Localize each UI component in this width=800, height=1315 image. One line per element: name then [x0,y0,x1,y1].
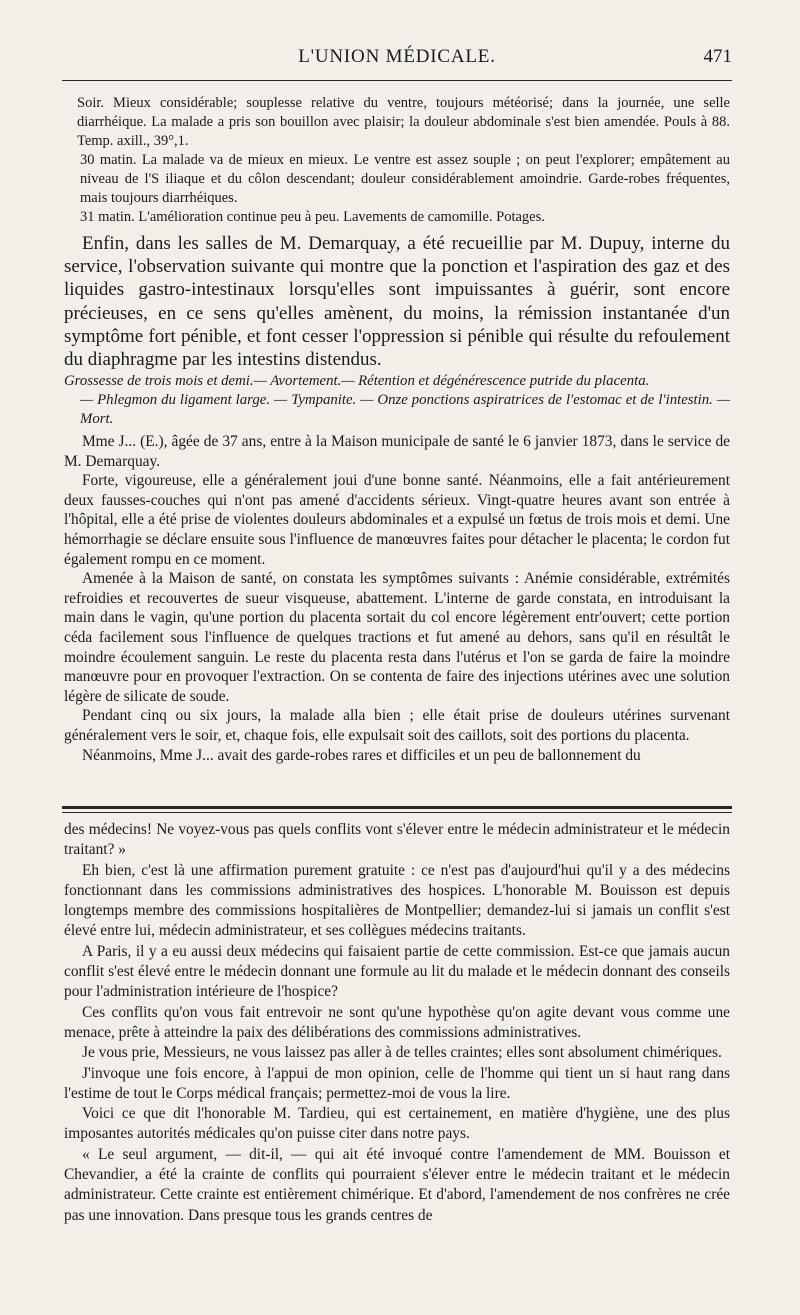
case-title [64,372,730,429]
intro-paragraph [64,232,730,371]
case-paragraph: Amenée à la Maison de santé, on constata les symptômes suivants : Anémie considérable, extrémités refroidies et recouvertes de sueur visqueuse, abattement. L'interne de garde constata, en introduisant la main dans le vagin, qu'une portion du placenta sortait du col encore légèrement entr'ouvert; cette portion céda facilement sous l'influence de quelques tractions et fut amené au dehors, sans qu'il en résultât le moindre écoulement sanguin. Le reste du placenta resta dans l'utérus et l'on se garda de faire la moindre manœuvre pour en provoquer l'extraction. On se contenta de faire des injections utérines avec une solution légère de silicate de soude. [64,570,730,705]
case-title-line-2: — Phlegmon du ligament large. — Tympanite. — Onze ponctions aspiratrices de l'estomac et de l'intestin. — Mort. [80,392,730,427]
case-title-line-1: Grossesse de trois mois et demi.— Avortement.— Rétention et dégénérescence putride du placenta. [64,373,650,389]
observation-notes [77,94,730,227]
feuilleton-rule-top [62,806,732,809]
feuilleton-paragraph: J'invoque une fois encore, à l'appui de mon opinion, celle de l'homme qui tient un si haut rang dans l'estime de tout le Corps médical français; permettez-moi de vous la lire. [64,1064,730,1102]
feuilleton-paragraph: Voici ce que dit l'honorable M. Tardieu, qui est certainement, en matière d'hygiène, une des plus imposantes autorités médicales qu'on puisse citer dans notre pays. [64,1105,730,1143]
header-rule [62,80,732,81]
feuilleton [64,820,730,1226]
observation-entry: 31 matin. L'amélioration continue peu à peu. Lavements de camomille. Potages. [80,209,545,225]
case-paragraph: Pendant cinq ou six jours, la malade alla bien ; elle était prise de douleurs utérines survenant généralement vers le soir, et, chaque fois, elle expulsait soit des caillots, soit des portions du placenta. [64,707,730,744]
case-report [64,432,730,765]
feuilleton-paragraph: des médecins! Ne voyez-vous pas quels conflits vont s'élever entre le médecin administrateur et le médecin traitant? » [64,821,730,859]
case-paragraph: Néanmoins, Mme J... avait des garde-robes rares et difficiles et un peu de ballonnement du [82,746,641,764]
intro-text: Enfin, dans les salles de M. Demarquay, a été recueillie par M. Dupuy, interne du service, l'observation suivante qui montre que la ponction et l'aspiration des gaz et des liquides gastro-intestinaux lorsqu'elles sont impuissantes à guérir, sont encore précieuses, en ce sens qu'elles amènent, du moins, la rémission instantanée d'un symptôme fort pénible, et font cesser l'oppression si pénible qui résulte du refoulement du diaphragme par les intestins distendus. [64,233,730,371]
feuilleton-rule-bottom [62,812,732,813]
case-paragraph: Mme J... (E.), âgée de 37 ans, entre à la Maison municipale de santé le 6 janvier 1873, dans le service de M. Demarquay. [64,433,730,470]
feuilleton-paragraph: « Le seul argument, — dit-il, — qui ait été invoqué contre l'amendement de MM. Bouisson et Chevandier, a été la crainte de conflits qui pourraient s'élever entre le médecin traitant et le médecin administrateur. Cette crainte est entièrement chimérique. Et d'abord, l'amendement de nos confrères ne crée pas une innovation. Dans presque tous les grands centres de [64,1145,730,1224]
feuilleton-paragraph: A Paris, il y a eu aussi deux médecins qui faisaient partie de cette commission. Est-ce que jamais aucun conflit s'est élevé entre le médecin donnant une formule au lit du malade et le médecin donnant des conseils pour l'administration intérieure de l'hospice? [64,942,730,1001]
page-number: 471 [703,46,732,67]
page-header [62,44,732,74]
feuilleton-paragraph: Eh bien, c'est là une affirmation purement gratuite : ce n'est pas d'aujourd'hui qu'il y a des médecins fonctionnant dans les commissions administratives des hospices. L'honorable M. Bouisson est depuis longtemps membre des commissions hospitalières de Montpellier; demandez-lui si jamais un conflit s'est élevé entre lui, médecin administrateur, et ses collègues médecins traitants. [64,861,730,940]
case-paragraph: Forte, vigoureuse, elle a généralement joui d'une bonne santé. Néanmoins, elle a fait antérieurement deux fausses-couches qui n'ont pas amené d'accidents sérieux. Vingt-quatre heures avant son entrée à l'hôpital, elle a été prise de violentes douleurs abdominales et a expulsé un fœtus de trois mois et demi. Une hémorrhagie se déclare ensuite sous l'influence de manœuvres faites pour détacher le placenta; le cordon fut également rompu en ce moment. [64,472,730,568]
feuilleton-paragraph: Ces conflits qu'on vous fait entrevoir ne sont qu'une hypothèse qu'on agite devant vous comme une menace, prête à atteindre la paix des délibérations des commissions administratives. [64,1003,730,1041]
feuilleton-paragraph: Je vous prie, Messieurs, ne vous laissez pas aller à de telles craintes; elles sont absolument chimériques. [82,1044,722,1062]
observation-entry: Soir. Mieux considérable; souplesse relative du ventre, toujours météorisé; dans la journée, une selle diarrhéique. La malade a pris son bouillon avec plaisir; la douleur abdominale s'est bien amendée. Pouls à 88. Temp. axill., 39°,1. [77,95,730,149]
observation-entry: 30 matin. La malade va de mieux en mieux. Le ventre est assez souple ; on peut l'explorer; empâtement au niveau de l'S iliaque et du côlon descendant; douleur considérablement amoindrie. Garde-robes fréquentes, mais toujours diarrhéiques. [80,152,730,206]
running-title: L'UNION MÉDICALE. [298,46,496,67]
